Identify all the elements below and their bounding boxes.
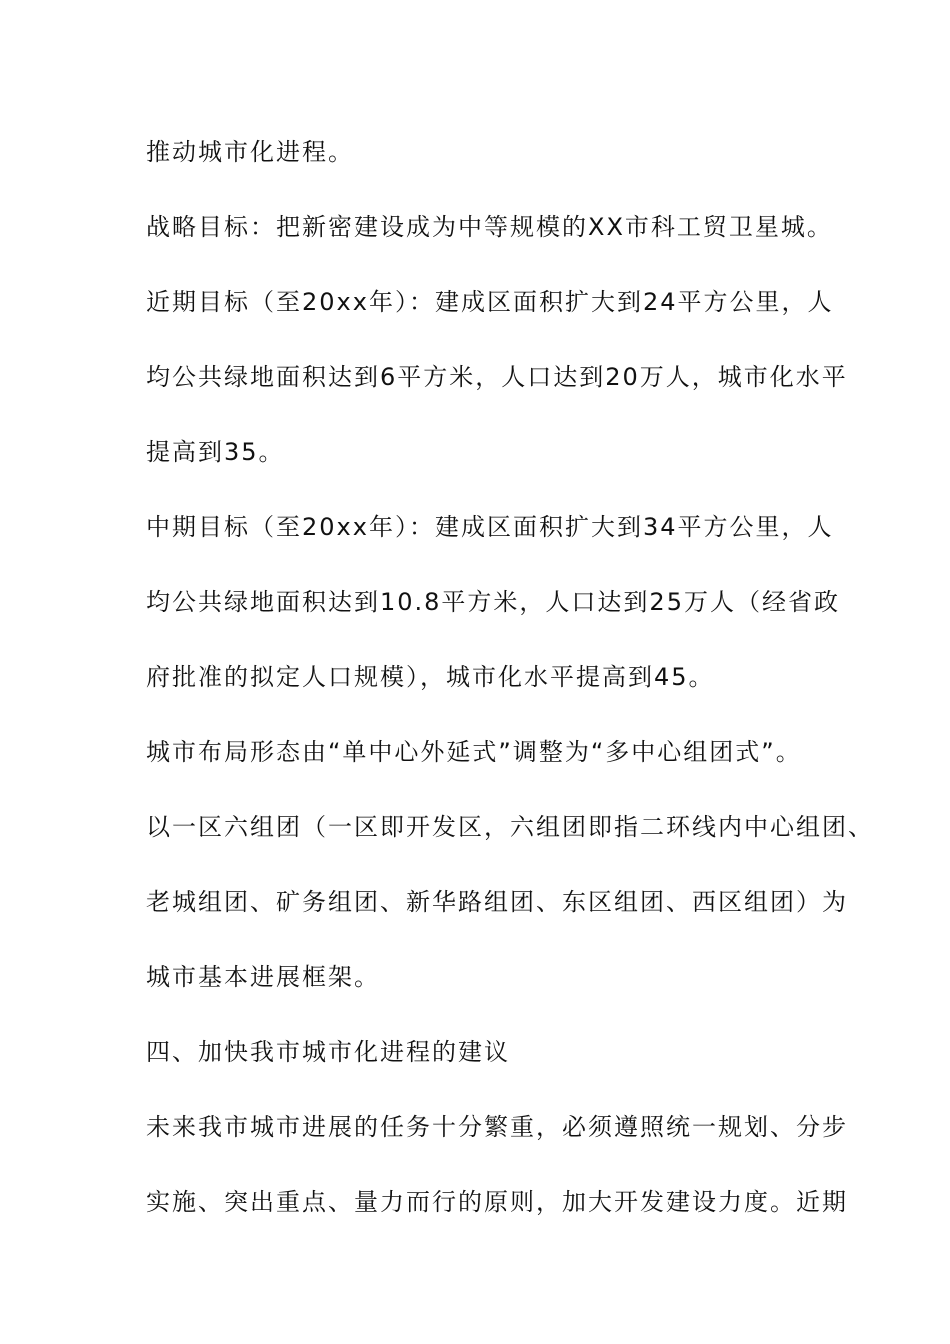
paragraph-line: 均公共绿地面积达到10.8平方米，人口达到25万人（经省政	[146, 588, 840, 616]
section-heading: 四、加快我市城市化进程的建议	[146, 1038, 510, 1066]
paragraph-line: 城市布局形态由“单中心外延式”调整为“多中心组团式”。	[146, 738, 802, 766]
paragraph-line: 推动城市化进程。	[146, 138, 354, 166]
paragraph-line: 提高到35。	[146, 438, 285, 466]
paragraph-line: 近期目标（至20xx年）：建成区面积扩大到24平方公里，人	[146, 288, 834, 316]
paragraph-line: 城市基本进展框架。	[146, 963, 380, 991]
paragraph-line: 实施、突出重点、量力而行的原则，加大开发建设力度。近期	[146, 1188, 848, 1216]
paragraph-line: 以一区六组团（一区即开发区，六组团即指二环线内中心组团、	[146, 813, 874, 841]
paragraph-line: 老城组团、矿务组团、新华路组团、东区组团、西区组团）为	[146, 888, 848, 916]
paragraph-line: 府批准的拟定人口规模），城市化水平提高到45。	[146, 663, 715, 691]
paragraph-line: 战略目标：把新密建设成为中等规模的XX市科工贸卫星城。	[146, 213, 833, 241]
paragraph-line: 未来我市城市进展的任务十分繁重，必须遵照统一规划、分步	[146, 1113, 848, 1141]
paragraph-line: 中期目标（至20xx年）：建成区面积扩大到34平方公里，人	[146, 513, 834, 541]
paragraph-line: 均公共绿地面积达到6平方米，人口达到20万人，城市化水平	[146, 363, 848, 391]
